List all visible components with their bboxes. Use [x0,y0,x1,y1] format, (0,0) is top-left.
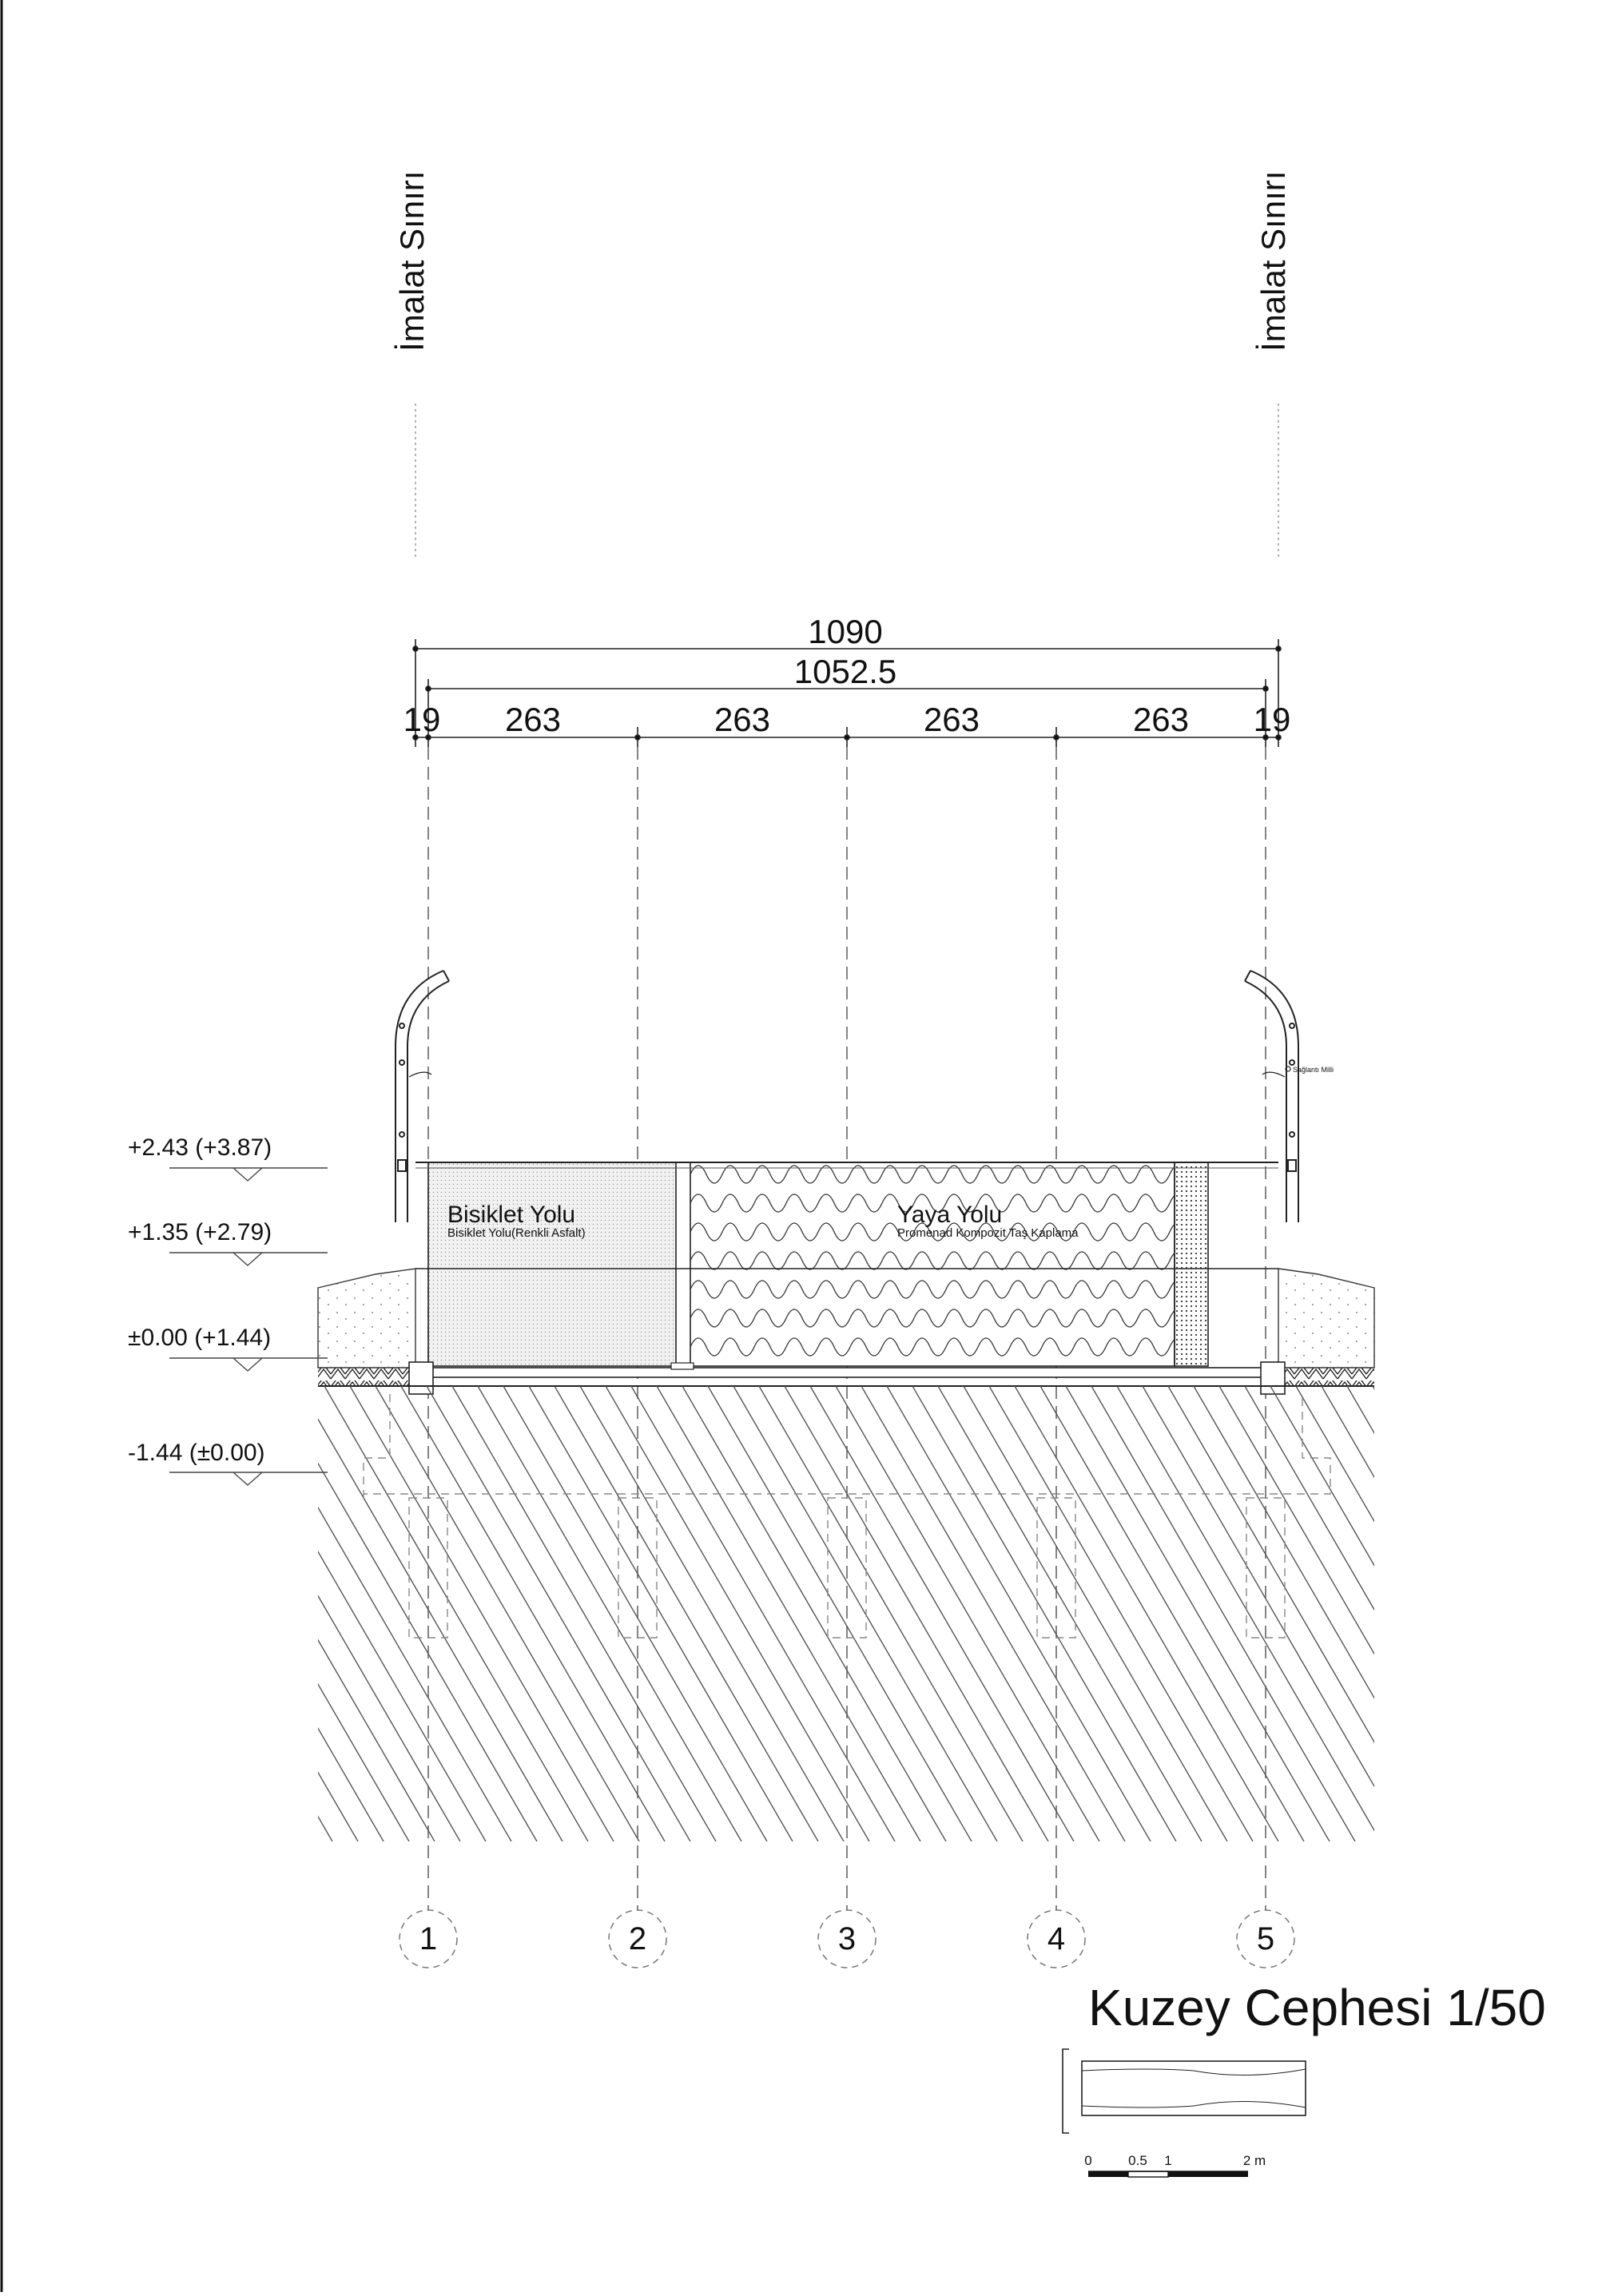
hatch-line [478,1386,741,1841]
level-label: +2.43 (+3.87) [128,1134,272,1161]
dim-segment: 19 [1253,701,1291,738]
boundary-label-left: İmalat Sınırı [393,170,431,352]
hatch-line [606,1386,869,1841]
hatch-line [324,1386,588,1841]
axis-label: 2 [628,1921,647,1956]
bike-lane-subtitle: Bisiklet Yolu(Renkli Asfalt) [447,1226,586,1240]
embankment-right [1278,1269,1374,1368]
hatch-line [1143,1386,1406,1841]
walkway-subtitle: Promenad Kompozit Taş Kaplama [897,1226,1079,1240]
level-label: +1.35 (+2.79) [128,1219,272,1245]
scale-tick: 0 [1084,2153,1092,2168]
hatch-line [248,1386,511,1841]
dim-segment: 19 [403,701,441,738]
scale-tick: 0.5 [1128,2153,1147,2168]
hatch-line [1398,1386,1598,1841]
key-plan [1063,2049,1306,2133]
walkway-title: Yaya Yolu [897,1202,1003,1228]
level-label: -1.44 (±0.00) [128,1440,265,1466]
hatch-line [733,1386,997,1841]
boundary-label-right: İmalat Sınırı [1254,170,1292,352]
hatch-line [1117,1386,1381,1841]
dim-total: 1090 [808,613,883,650]
hatch-line [1270,1386,1534,1841]
bike-lane-title: Bisiklet Yolu [447,1202,576,1228]
axis-label: 5 [1256,1921,1275,1956]
hatch-line [1066,1386,1330,1841]
hatch-line [759,1386,1023,1841]
hatch-line [682,1386,946,1841]
hatch-line [1015,1386,1278,1841]
hatch-line [452,1386,716,1841]
grass-left [318,1366,418,1385]
hatch-line [708,1386,972,1841]
dim-segment: 263 [1132,701,1190,738]
hatch-line [0,1386,128,1841]
hatch-line [299,1386,562,1841]
drawing-title: Kuzey Cephesi 1/50 [1088,1979,1546,2036]
scale-bar [1088,2171,1248,2177]
grass-right [1277,1366,1374,1385]
hatch-line [376,1386,639,1841]
hatch-line [0,1386,102,1841]
bearing-left [409,1362,433,1394]
hatch-line [964,1386,1227,1841]
hatch-line [1040,1386,1304,1841]
deck-slab [415,1368,1278,1377]
hatch-line [555,1386,818,1841]
dim-segment: 263 [923,701,980,738]
bike-lane-panel [428,1162,676,1366]
hatch-line [631,1386,895,1841]
hatch-line [989,1386,1253,1841]
hatch-line [1168,1386,1432,1841]
hatch-line [1194,1386,1457,1841]
dim-segment: 263 [504,701,562,738]
drain-fixture [671,1363,694,1369]
hatch-line [657,1386,920,1841]
hatch-line [273,1386,537,1841]
detail-note: Sağlantı Milli [1293,1066,1334,1074]
hatch-line [785,1386,1048,1841]
hatch-line [401,1386,665,1841]
axis-label: 1 [419,1921,438,1956]
embankment-left [318,1269,415,1368]
light-pole-right [1245,971,1298,1222]
hatch-line [1296,1386,1560,1841]
axis-label: 3 [837,1921,857,1956]
dotted-strip [1175,1162,1208,1366]
hatch-line [887,1386,1151,1841]
dim-inner: 1052.5 [793,653,897,690]
scale-tick: 2 m [1242,2153,1266,2168]
hatch-line [1322,1386,1585,1841]
hatch-line [836,1386,1099,1841]
hatch-line [1373,1386,1598,1841]
hatch-line [938,1386,1202,1841]
hatch-line [503,1386,767,1841]
dim-segment: 263 [714,701,771,738]
hatch-line [861,1386,1125,1841]
hatch-line [912,1386,1176,1841]
scale-tick: 1 [1164,2153,1172,2168]
hatch-line [810,1386,1074,1841]
axis-label: 4 [1047,1921,1066,1956]
level-label: ±0.00 (+1.44) [128,1325,272,1351]
hatch-line [1219,1386,1483,1841]
hatch-line [529,1386,793,1841]
hatch-line [580,1386,844,1841]
hatch-line [427,1386,690,1841]
hatch-line [1347,1386,1598,1841]
hatch-line [1091,1386,1355,1841]
